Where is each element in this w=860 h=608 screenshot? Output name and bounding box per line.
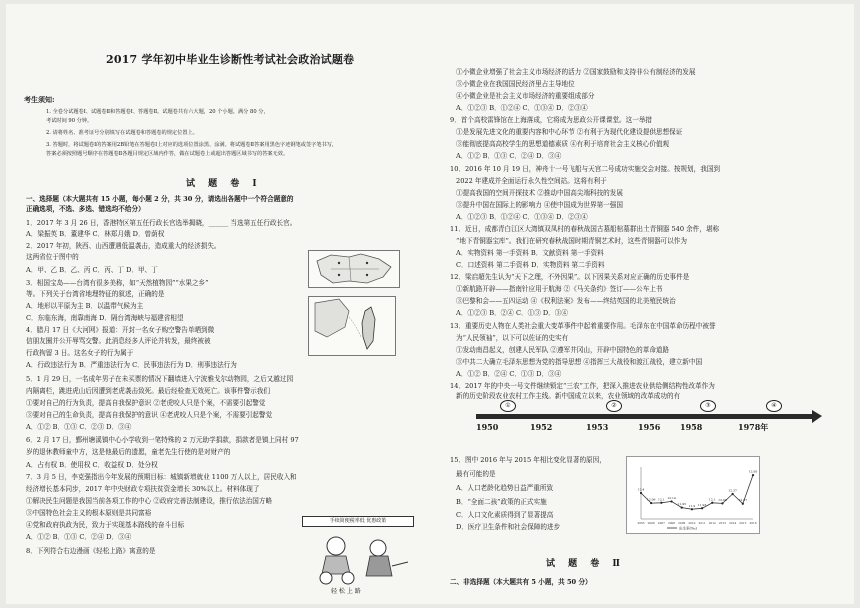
question-line: 4．腊月 17 日《大河网》报道：开封一名女子购空警告单晒到微 (26, 326, 215, 334)
question-line: A．①② B．①③ C．②④ D．③④ (456, 152, 562, 160)
data-label: 12.1 (708, 497, 716, 502)
data-label: 11.93 (697, 502, 707, 507)
data-label: 12.14 (667, 495, 676, 500)
question-line: ④小微企业是社会主义市场经济的重要组成部分 (456, 92, 595, 100)
question-line: 13．重要历史人物在人类社会重大变革事件中起着重要作用。毛泽东在中国革命历程中被誉 (450, 322, 716, 330)
question-line: ③巴黎和会——五四运动 ④《权利法案》发布——终结英国的北美殖民统治 (456, 297, 676, 305)
part-heading: 一、选择题（本大题共有 15 小题，每小题 2 分，共 30 分，请选出各题中一个符合题意的 (26, 195, 294, 203)
question-line: A．实物资料 第一手资料 B．文献资料 第一手资料 (456, 249, 604, 257)
data-label: 11.95 (677, 502, 687, 507)
tick-label: 2007 (657, 521, 665, 525)
question-line: 7．3 月 5 日，李克强指出今年发展的预期目标：城镇新增就业 1100 万人以上，居民收入和 (26, 473, 297, 481)
question-line: 岁的退休教师童中方，这是他最后的遗愿，童老先生行使的是对财产的 (26, 448, 231, 456)
timeline-marker: ① (500, 400, 516, 412)
data-point (752, 474, 754, 476)
cartoon-easy-road (296, 516, 416, 596)
tick-label: 2005 (637, 521, 645, 525)
birth-rate-chart (626, 456, 760, 534)
data-point (742, 503, 744, 505)
tick-label: 2008 (667, 521, 676, 525)
data-point (640, 492, 642, 494)
taiwan-map-figure (308, 296, 396, 356)
data-point (681, 507, 683, 509)
question-line: 行政拘留 3 日。这名女子的行为属于 (26, 349, 134, 357)
question-line: “地下青铜器宝库”。我们在研究春秋战国时期青铜艺术时，这些青铜器可以作为 (456, 237, 687, 245)
question-line: 为“人民领袖”，以下可以佐证的史实有 (456, 334, 569, 342)
question-line: C．人口文化素质得到了显著提高 (456, 511, 554, 519)
question-line: ③能彻底提高高校学生的思想道德素质 ④有利于培育社会主义核心价值观 (456, 140, 670, 148)
question-line: B．“全面二孩”政策的正式实施 (456, 498, 547, 506)
question-line: C．口述资料 第二手资料 D．实物资料 第二手资料 (456, 261, 605, 269)
question-line: A．占有权 B．使用权 C．收益权 D．处分权 (26, 461, 158, 469)
question-line: A．人口老龄化趋势日益严重所致 (456, 484, 554, 492)
part-heading-nonchoice: 二、非选择题（本大题共有 5 小题，共 50 分） (450, 578, 592, 586)
question-line: D．医疗卫生条件和社会保障的进步 (456, 523, 561, 531)
data-point (711, 502, 713, 504)
data-label: 12.07 (738, 498, 748, 503)
question-line: ③小微企业在我国国民经济里占主导地位 (456, 80, 575, 88)
data-label: 12.08 (718, 497, 727, 502)
right-column (450, 4, 848, 604)
question-line: A．梁振英 B．董建华 C．林郑月娥 D．曾荫权 (26, 230, 165, 238)
tick-label: 2010 (688, 521, 696, 525)
tick-label: 2011 (698, 521, 706, 525)
data-point (721, 502, 723, 504)
notice-line: 1. 全卷分试题卷Ⅰ、试题卷Ⅱ和答题卷Ⅰ、答题卷Ⅱ。试题卷共有六大题，20 个小题。满分 80 分， (46, 109, 269, 115)
data-point (732, 493, 734, 495)
notice-line: 2. 请将姓名、准考证号分别填写在试题卷和答题卷的规定位置上。 (46, 130, 198, 136)
question-line: 15．图中 2016 年与 2015 年相比变化显著的原因， (450, 456, 606, 464)
cartoon-caption: 轻 松 上 路 (331, 588, 361, 595)
timeline-year: 1953 (586, 422, 609, 432)
tick-label: 2013 (718, 521, 727, 525)
question-line: A．①② B．②④ C．①③ D．③④ (456, 370, 562, 378)
data-point (660, 502, 662, 504)
question-line: A．地形以平原为主 B．以温带气候为主 (26, 302, 144, 310)
question-line: 14．2017 年的中央一号文件继续锁定“三农”工作，把深入推进农业供给侧结构性改革作为 (450, 382, 715, 390)
question-line: ①发动南昌起义，创建人民军队 ②遵军井冈山，开辟中国特色的革命道路 (456, 346, 670, 354)
data-label: 11.9 (688, 503, 696, 508)
question-line: 1．2017 年 3 月 26 日，香港特区第五任行政长官选举揭晓，______ 当选第五任行政长官。 (26, 219, 297, 227)
data-point (650, 502, 652, 504)
question-line: A．①② B．①③ C．②③ D．③④ (26, 423, 132, 431)
data-label: 12.1 (658, 497, 665, 502)
question-line: 8．下列符合右边漫画《轻松上路》寓意的是 (26, 547, 156, 555)
question-line: 新的历史阶段农业农村工作主线。新中国成立以来，农业领域的改革成功的有 (456, 392, 681, 400)
question-line: C．东临东海，南靠南海 D．隔台湾海峡与福建省相望 (26, 314, 184, 322)
question-line: ①是发展先进文化的重要内容和中心环节 ②有利于为现代化建设提供思想保证 (456, 128, 683, 136)
tick-label: 2015 (739, 521, 747, 525)
question-line: ③要对自己的生命负责，提高自我保护的意识 ④老虎咬人只是个案，不需要引起警觉 (26, 411, 273, 419)
tick-label: 2014 (729, 521, 737, 525)
question-line: 6．2 月 17 日，鄞州塘溪镇中心小学收到一笔特殊的 2 万元助学捐款，捐款者是镇上同村 97 (26, 436, 299, 444)
question-line: 经济增长基本同步，2017 年中央财政专项扶贫资金增长 30%以上。材料体现了 (26, 485, 260, 493)
birth-rate-svg (627, 457, 759, 533)
timeline-year: 1950 (476, 422, 499, 432)
exam-paper (6, 4, 854, 604)
left-column (24, 4, 436, 604)
tick-label: 2009 (678, 521, 686, 525)
cartoon-sign: 手续简便税率低 优惠政策 (302, 516, 414, 527)
question-line: 这两省位于图中的 (26, 253, 79, 261)
data-label: 12.37 (728, 488, 737, 493)
china-map-figure (308, 250, 400, 288)
question-line: ③中共二大确立毛泽东思想为党的指导思想 ④指挥三大战役和渡江战役，建立新中国 (456, 358, 703, 366)
timeline-year: 1978年 (738, 422, 769, 432)
question-line: 最有可能的是 (456, 470, 496, 478)
part-heading-2: 正确选项，不选、多选、错选均不给分） (26, 205, 145, 213)
timeline-figure (476, 398, 836, 442)
exam-title: 2017 学年初中毕业生诊断性考试社会政治试题卷 (106, 53, 355, 66)
question-line: 等。下列关于台湾省地理特征的叙述，正确的是 (26, 290, 165, 298)
timeline-year: 1958 (680, 422, 703, 432)
data-label: 12.09 (646, 497, 656, 502)
question-line: ③提升中国在国际上的影响力 ④使中国成为世界第一强国 (456, 201, 623, 209)
question-line: 11．近日，成都青白江区大湾镇双凤村的春秋战国古墓船棺墓群出土青铜器 540 余件，堪称 (450, 225, 720, 233)
timeline-marker: ④ (766, 400, 782, 412)
timeline-arrow (812, 410, 822, 423)
question-line: 5．1 月 29 日，一名成年男子在未买票的情况下翻墙进入宁波雅戈尔动物园，之后又越过园 (26, 375, 294, 383)
question-line: A．①②③ B．②④ C．①③ D．③④ (456, 309, 568, 317)
notice-heading: 考生须知: (24, 95, 55, 104)
notice-line: 3. 答题时，将试题卷Ⅰ的答案用2B铅笔在答题卷Ⅰ上对应的选项位置涂黑、涂满。将试题卷Ⅱ答案用黑色字迹钢笔或签字笔书写， (46, 142, 338, 148)
question-line: ④党和政府执政为民，致力于实现基本路线的奋斗目标 (26, 521, 185, 529)
question-line: 9．首个高校雷锋馆在上海落成，它将成为思政公开课课堂。这一举措 (450, 116, 653, 124)
question-line: 内隔离栏，跳进虎山后因遭到老虎袭击致死。最后经检查无效死亡。该事件警示我们 (26, 387, 270, 395)
legend-label: 出生率(‰) (679, 526, 697, 531)
question-line: 3．相国宝岛——台湾有很多美称，如“天然植物园”“水果之乡” (26, 279, 209, 287)
question-line: ①要对自己的行为负责，提高自我保护意识 ②老虎咬人只是个案，不需要引起警觉 (26, 399, 266, 407)
timeline-year: 1952 (530, 422, 553, 432)
section-heading-2: 试 题 卷 Ⅱ (546, 559, 625, 569)
question-line: A．①②③ B．①②④ C．①③④ D．②③④ (456, 104, 588, 112)
timeline-axis (476, 414, 816, 419)
notice-line: 考试时间 90 分钟。 (46, 118, 93, 124)
data-label: 12.4 (637, 487, 645, 492)
question-line: 12．梁启超先生认为“天下之理，不外因果”。以下因果关系对应正确的历史事件是 (450, 273, 690, 281)
timeline-year: 1956 (638, 422, 661, 432)
question-line: ①小微企业增强了社会主义市场经济的活力 ②国家鼓励和支持非公有制经济的发展 (456, 68, 696, 76)
question-line: A．甲、乙 B．乙、丙 C．丙、丁 D．甲、丁 (26, 266, 158, 274)
tick-label: 2006 (647, 521, 655, 525)
tick-label: 2012 (708, 521, 716, 525)
question-line: ①新航路开辟——指南针应用于航海 ②《马关条约》签订——公车上书 (456, 285, 663, 293)
data-point (701, 507, 703, 509)
section-heading-1: 试 题 卷 Ⅰ (186, 179, 262, 189)
question-line: ①解决民生问题是我国当前各项工作的中心 ②政府完善法制建设，推行依法治国方略 (26, 497, 273, 505)
data-point (670, 500, 672, 502)
question-line: 2．2017 年初，陕西、山西遭遇低温袭击，造成重大的经济损失。 (26, 242, 221, 250)
question-line: A．行政违法行为 B．严重违法行为 C．民事违法行为 D．刑事违法行为 (26, 361, 237, 369)
question-line: A．①② B．①③ C．②④ D．③④ (26, 533, 132, 541)
question-line: 10．2016 年 10 月 19 日，神舟十一号飞船与天宫二号成功实施交会对接。按规划，我国到 (450, 165, 721, 173)
notice-line: 答案必须按照题号顺序在答题卷Ⅱ各题目规定区域内作答，做在试题卷上或超出答题区域书写的答案无效。 (46, 151, 289, 157)
tick-label: 2016 (749, 521, 757, 525)
question-line: ③中国特色社会主义的根本原则是共同富裕 (26, 509, 152, 517)
question-line: ①提高我国的空间开探技术 ②推动中国高尖端科技的发展 (456, 189, 623, 197)
question-line: A．①②③ B．①②④ C．①③④ D．②③④ (456, 213, 588, 221)
question-line: 信朋友圈并公开辱骂交警。此消息经多人评论并转发，最终被被 (26, 337, 211, 345)
question-line: 2022 年建成并全面运行永久性空间站。这将有利于 (456, 177, 607, 185)
data-label: 12.95 (748, 469, 758, 474)
data-point (691, 508, 693, 510)
timeline-marker: ② (606, 400, 622, 412)
timeline-marker: ③ (700, 400, 716, 412)
